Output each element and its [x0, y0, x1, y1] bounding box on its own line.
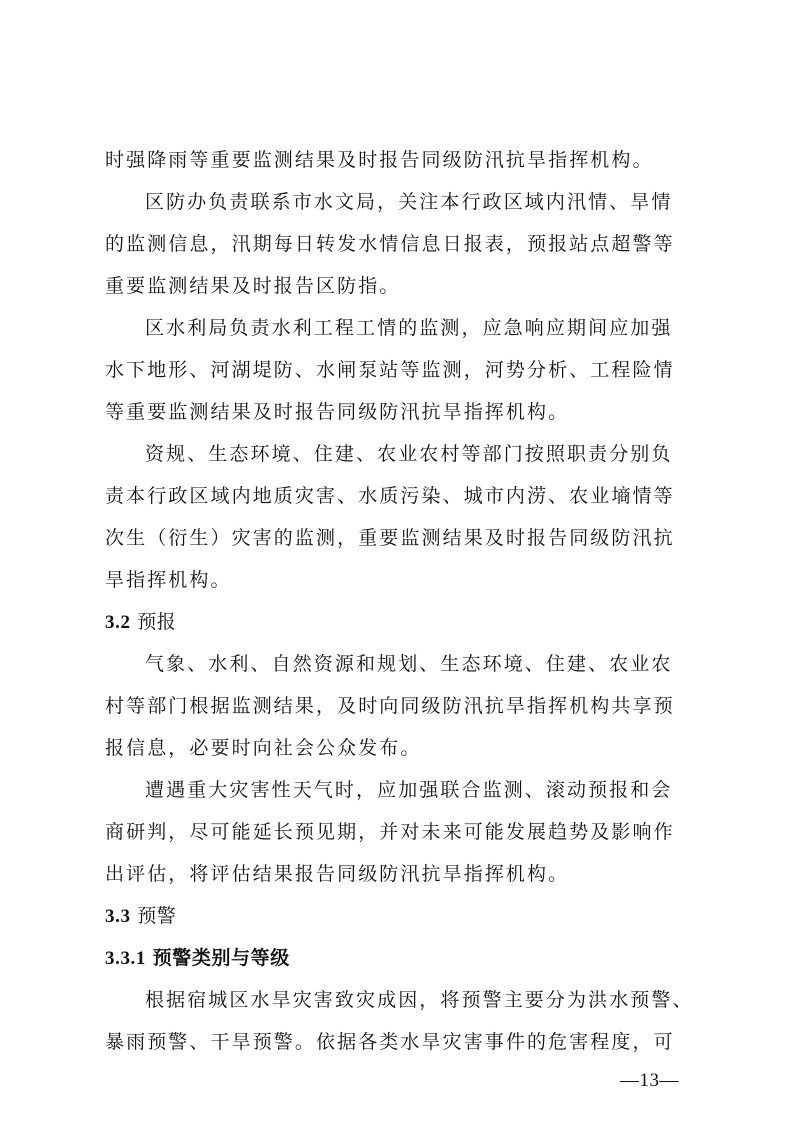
- paragraph-line: 报信息，必要时向社会公众发布。: [105, 737, 422, 759]
- section-heading-3-3: [105, 904, 695, 929]
- paragraph-line: 商研判，尽可能延长预见期，并对未来可能发展趋势及影响作: [105, 821, 675, 843]
- paragraph-line: 重要监测结果及时报告区防指。: [105, 275, 401, 297]
- paragraph-line: 区防办负责联系市水文局，关注本行政区域内汛情、旱情: [145, 191, 673, 213]
- paragraph-line: 气象、水利、自然资源和规划、生态环境、住建、农业农: [145, 653, 673, 675]
- paragraph-line: 区水利局负责水利工程工情的监测，应急响应期间应加强: [145, 317, 673, 339]
- section-heading-3-3-1: [105, 946, 695, 971]
- paragraph-line: 根据宿城区水旱灾害致灾成因，将预警主要分为洪水预警、: [145, 989, 694, 1011]
- paragraph-line: 村等部门根据监测结果，及时向同级防汛抗旱指挥机构共享预: [105, 695, 675, 717]
- paragraph-line: 水下地形、河湖堤防、水闸泵站等监测，河势分析、工程险情: [105, 359, 675, 381]
- paragraph-line: 遭遇重大灾害性天气时，应加强联合监测、滚动预报和会: [145, 779, 673, 801]
- paragraph-line: 暴雨预警、干旱预警。依据各类水旱灾害事件的危害程度，可: [105, 1031, 675, 1053]
- page-number: —13—: [620, 1070, 679, 1091]
- paragraph-line: 时强降雨等重要监测结果及时报告同级防汛抗旱指挥机构。: [105, 149, 654, 171]
- section-number: 3.2: [105, 612, 131, 633]
- section-number: 3.3.1: [105, 948, 146, 969]
- section-title: 预报: [137, 611, 177, 633]
- paragraph-line: 的监测信息，汛期每日转发水情信息日报表，预报站点超警等: [105, 233, 675, 255]
- section-number: 3.3: [105, 906, 131, 927]
- paragraph-line: 出评估，将评估结果报告同级防汛抗旱指挥机构。: [105, 863, 570, 885]
- section-title: 预警: [137, 905, 177, 927]
- paragraph-line: 次生（衍生）灾害的监测，重要监测结果及时报告同级防汛抗: [105, 527, 675, 549]
- paragraph-line: 等重要监测结果及时报告同级防汛抗旱指挥机构。: [105, 401, 570, 423]
- section-heading-3-2: [105, 610, 695, 635]
- paragraph-line: 资规、生态环境、住建、农业农村等部门按照职责分别负: [145, 443, 673, 465]
- paragraph-line: 旱指挥机构。: [105, 569, 232, 591]
- section-title: 预警类别与等级: [152, 947, 290, 969]
- paragraph-line: 责本行政区域内地质灾害、水质污染、城市内涝、农业墒情等: [105, 485, 675, 507]
